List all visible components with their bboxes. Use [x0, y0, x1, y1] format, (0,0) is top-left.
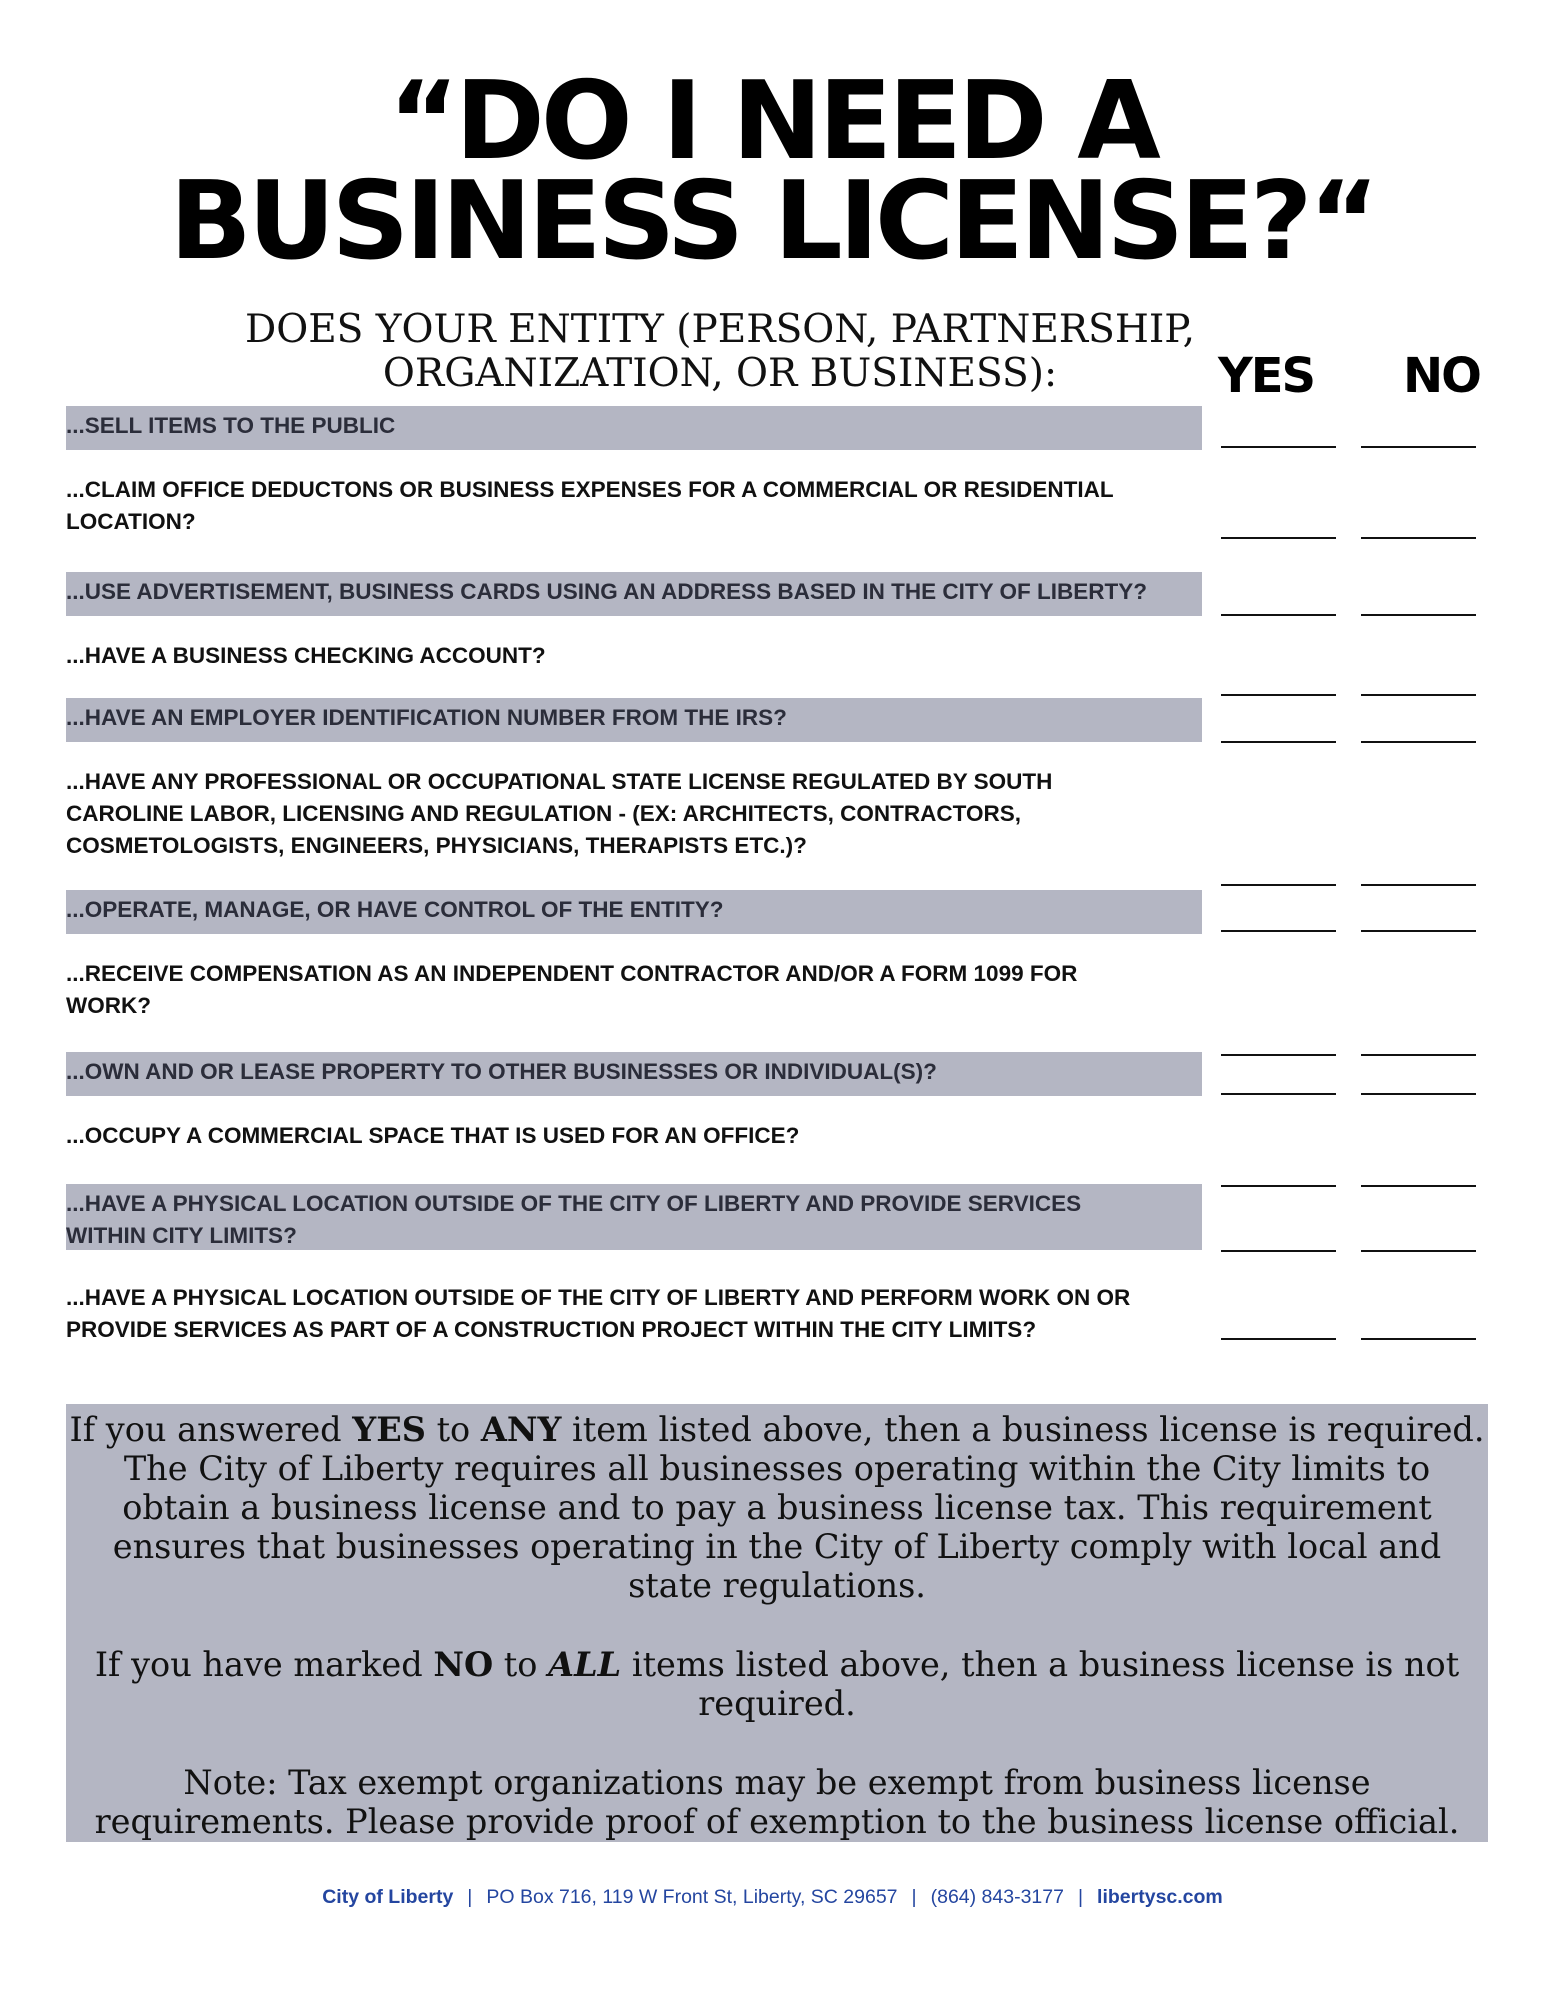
footer-separator: |: [911, 1886, 917, 1908]
info-box: [66, 1404, 1488, 1842]
question-header-line-1: DOES YOUR ENTITY (PERSON, PARTNERSHIP,: [244, 307, 1196, 352]
footer-phone: (864) 843-3177: [930, 1886, 1064, 1908]
no-answer-line[interactable]: [1361, 741, 1476, 743]
question-row-advertisement: [66, 572, 1202, 616]
yes-answer-line[interactable]: [1221, 1054, 1336, 1056]
question-row-construction-project: [66, 1278, 1202, 1348]
question-text: PROVIDE SERVICES AS PART OF A CONSTRUCTION PROJECT WITHIN THE CITY LIMITS?: [66, 1317, 1037, 1342]
info-text: If you answered: [69, 1410, 353, 1449]
question-text: ...HAVE A PHYSICAL LOCATION OUTSIDE OF THE CITY OF LIBERTY AND PROVIDE SERVICES: [66, 1191, 1082, 1216]
question-text: WITHIN CITY LIMITS?: [66, 1223, 297, 1248]
question-row-independent-contractor: [66, 954, 1202, 1024]
no-answer-line[interactable]: [1361, 694, 1476, 696]
yes-answer-line[interactable]: [1221, 884, 1336, 886]
info-paragraph-no: [66, 1645, 1488, 1723]
question-text: ...HAVE ANY PROFESSIONAL OR OCCUPATIONAL STATE LICENSE REGULATED BY SOUTH: [66, 769, 1053, 794]
yes-answer-line[interactable]: [1221, 741, 1336, 743]
footer: [0, 1886, 1545, 1909]
question-text: COSMETOLOGISTS, ENGINEERS, PHYSICIANS, THERAPISTS ETC.)?: [66, 833, 807, 858]
question-row-outside-services: [66, 1184, 1202, 1250]
question-row-commercial-space: [66, 1116, 1202, 1160]
yes-answer-line[interactable]: [1221, 930, 1336, 932]
info-text: items listed above, then a business license is not required.: [621, 1645, 1460, 1723]
question-header: [230, 308, 1210, 396]
footer-separator: |: [1077, 1886, 1084, 1908]
question-text: WORK?: [66, 993, 151, 1018]
info-text: item listed above, then a business license is required. The City of Liberty requires all businesses operating within the City limits to obtain a business license and to pay a business license tax. This requirement ensures that businesses operating in the City of Liberty comply with local and state regulations.: [112, 1410, 1485, 1605]
question-text: ...OPERATE, MANAGE, OR HAVE CONTROL OF THE ENTITY?: [66, 897, 724, 922]
info-emphasis-any: ANY: [480, 1410, 562, 1449]
yes-column-header: YES: [1218, 348, 1315, 404]
info-emphasis-yes: YES: [352, 1410, 426, 1449]
no-answer-line[interactable]: [1361, 1338, 1476, 1340]
no-answer-line[interactable]: [1361, 1250, 1476, 1252]
no-answer-line[interactable]: [1361, 614, 1476, 616]
yes-answer-line[interactable]: [1221, 446, 1336, 448]
yes-answer-line[interactable]: [1221, 1185, 1336, 1187]
info-paragraph-note: Note: Tax exempt organizations may be exempt from business license requirements. Please provide proof of exemption to the business license official.: [94, 1763, 1460, 1841]
no-answer-line[interactable]: [1361, 930, 1476, 932]
question-text: LOCATION?: [66, 509, 196, 534]
footer-website-link[interactable]: libertysc.com: [1097, 1886, 1223, 1908]
question-text: ...HAVE A PHYSICAL LOCATION OUTSIDE OF THE CITY OF LIBERTY AND PERFORM WORK ON OR: [66, 1285, 1131, 1310]
question-row-ein: [66, 698, 1202, 742]
question-text: ...SELL ITEMS TO THE PUBLIC: [66, 413, 396, 438]
yes-answer-line[interactable]: [1221, 1093, 1336, 1095]
no-answer-line[interactable]: [1361, 1093, 1476, 1095]
question-text: ...RECEIVE COMPENSATION AS AN INDEPENDENT CONTRACTOR AND/OR A FORM 1099 FOR: [66, 961, 1078, 986]
info-text: to: [425, 1410, 481, 1449]
question-row-lease-property: [66, 1052, 1202, 1096]
question-row-checking-account: [66, 636, 1202, 680]
question-row-operate-manage: [66, 890, 1202, 934]
question-text: ...OWN AND OR LEASE PROPERTY TO OTHER BUSINESSES OR INDIVIDUAL(S)?: [66, 1059, 937, 1084]
info-emphasis-no: NO: [433, 1645, 494, 1684]
yes-answer-line[interactable]: [1221, 537, 1336, 539]
yes-answer-line[interactable]: [1221, 1338, 1336, 1340]
question-text: ...OCCUPY A COMMERCIAL SPACE THAT IS USED FOR AN OFFICE?: [66, 1123, 800, 1148]
question-row-office-deductions: [66, 470, 1202, 540]
footer-city: City of Liberty: [322, 1886, 454, 1908]
info-text: to: [493, 1645, 549, 1684]
question-text: ...HAVE A BUSINESS CHECKING ACCOUNT?: [66, 643, 546, 668]
no-answer-line[interactable]: [1361, 1185, 1476, 1187]
question-text: CAROLINE LABOR, LICENSING AND REGULATION - (EX: ARCHITECTS, CONTRACTORS,: [66, 801, 1021, 826]
no-answer-line[interactable]: [1361, 884, 1476, 886]
footer-separator: |: [467, 1886, 473, 1908]
question-text: ...USE ADVERTISEMENT, BUSINESS CARDS USING AN ADDRESS BASED IN THE CITY OF LIBERTY?: [66, 579, 1147, 604]
page-title-line-2: BUSINESS LICENSE?“: [169, 159, 1376, 284]
page-title: [0, 59, 1545, 284]
no-answer-line[interactable]: [1361, 446, 1476, 448]
page-title-line-1: “DO I NEED A: [388, 59, 1157, 184]
footer-address: PO Box 716, 119 W Front St, Liberty, SC 29657: [486, 1886, 898, 1908]
yes-answer-line[interactable]: [1221, 1250, 1336, 1252]
no-column-header: NO: [1403, 348, 1480, 404]
question-row-professional-license: [66, 762, 1202, 862]
info-paragraph-yes: [66, 1410, 1488, 1605]
info-emphasis-all: ALL: [548, 1645, 622, 1684]
question-header-line-2: ORGANIZATION, OR BUSINESS):: [382, 351, 1058, 396]
no-answer-line[interactable]: [1361, 1054, 1476, 1056]
question-text: ...CLAIM OFFICE DEDUCTONS OR BUSINESS EXPENSES FOR A COMMERCIAL OR RESIDENTIAL: [66, 477, 1114, 502]
info-text: If you have marked: [94, 1645, 434, 1684]
yes-answer-line[interactable]: [1221, 614, 1336, 616]
yes-answer-line[interactable]: [1221, 694, 1336, 696]
question-row-sell-items: [66, 406, 1202, 450]
question-text: ...HAVE AN EMPLOYER IDENTIFICATION NUMBER FROM THE IRS?: [66, 705, 787, 730]
no-answer-line[interactable]: [1361, 537, 1476, 539]
